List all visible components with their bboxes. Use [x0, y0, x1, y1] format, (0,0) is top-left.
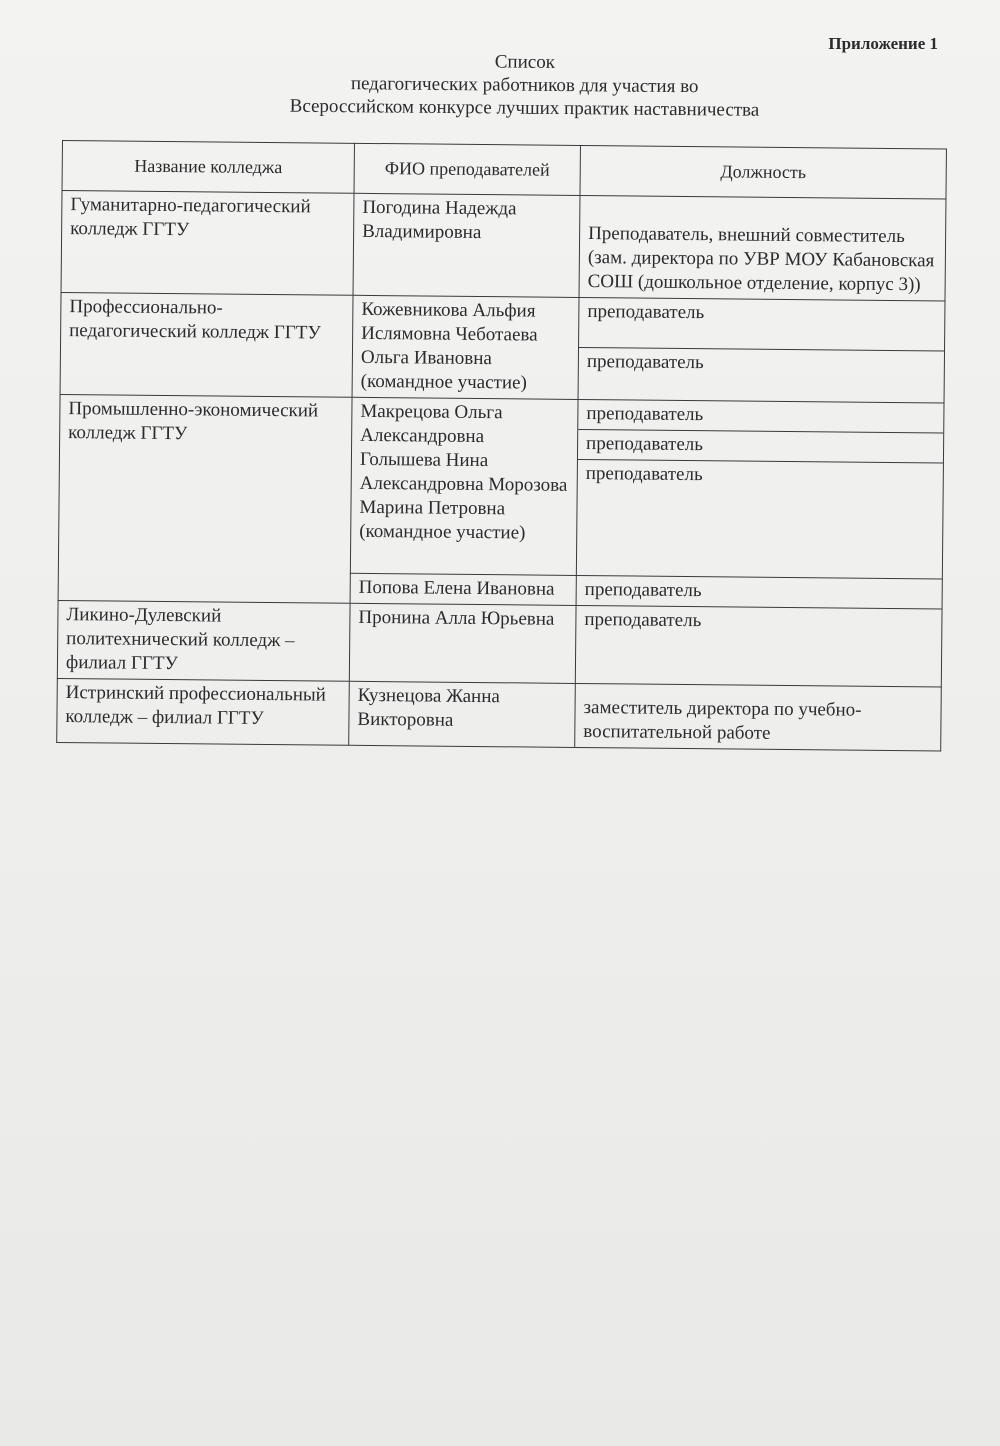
fio-cell: Кузнецова Жанна Викторовна	[349, 681, 576, 747]
fio-cell: Кожевникова Альфия Ислямовна Чеботаева Ольга Ивановна (командное участие)	[352, 295, 579, 399]
title-line-2: педагогических работников для участия во	[350, 73, 699, 98]
table-row	[57, 600, 942, 686]
position-line: преподаватель	[586, 351, 704, 374]
college-cell: Гуманитарно-педагогический колледж ГГТУ	[61, 191, 354, 296]
document-title	[214, 48, 835, 122]
title-line-3: Всероссийском конкурсе лучших практик наставничества	[289, 95, 760, 121]
fio-cell: Погодина Надежда Владимировна	[353, 193, 580, 297]
position-cell: заместитель директора по учебно-воспитательной работе	[575, 683, 942, 751]
college-cell: Ликино-Дулевский политехнический колледж – филиал ГГТУ	[57, 600, 350, 681]
table-header-row	[62, 141, 946, 199]
participants-table-wrapper	[56, 140, 946, 751]
header-college: Название колледжа	[62, 141, 354, 194]
header-fio: ФИО преподавателей	[354, 143, 580, 195]
position-cell	[576, 399, 944, 579]
position-line: преподаватель	[578, 430, 943, 464]
position-cell: Преподаватель, внешний совместитель (зам. директора по УВР МОУ Кабановская СОШ (дошкольное отделение, корпус 3))	[579, 195, 946, 301]
fio-cell: Пронина Алла Юрьевна	[349, 603, 576, 683]
college-cell: Профессионально-педагогический колледж ГГТУ	[60, 292, 353, 397]
title-line-1: Список	[494, 51, 556, 73]
position-line: преподаватель	[579, 298, 944, 352]
position-cell	[578, 297, 945, 403]
participants-table	[56, 140, 947, 751]
position-line: преподаватель	[585, 463, 703, 486]
position-cell: преподаватель	[576, 575, 942, 609]
header-position: Должность	[580, 145, 946, 199]
college-cell: Промышленно-экономический колледж ГГТУ	[58, 394, 352, 603]
position-cell: преподаватель	[575, 605, 942, 687]
table-row	[60, 292, 945, 402]
college-cell: Истринский профессиональный колледж – филиал ГГТУ	[57, 678, 350, 745]
appendix-label: Приложение 1	[828, 34, 938, 53]
table-row	[61, 191, 946, 301]
table-row	[57, 678, 942, 750]
fio-cell: Попова Елена Ивановна	[350, 573, 576, 605]
position-line: преподаватель	[578, 400, 943, 434]
table-row	[58, 394, 944, 578]
fio-cell: Макрецова Ольга Александровна Голышева Нина Александровна Морозова Марина Петровна (командное участие)	[350, 397, 578, 575]
